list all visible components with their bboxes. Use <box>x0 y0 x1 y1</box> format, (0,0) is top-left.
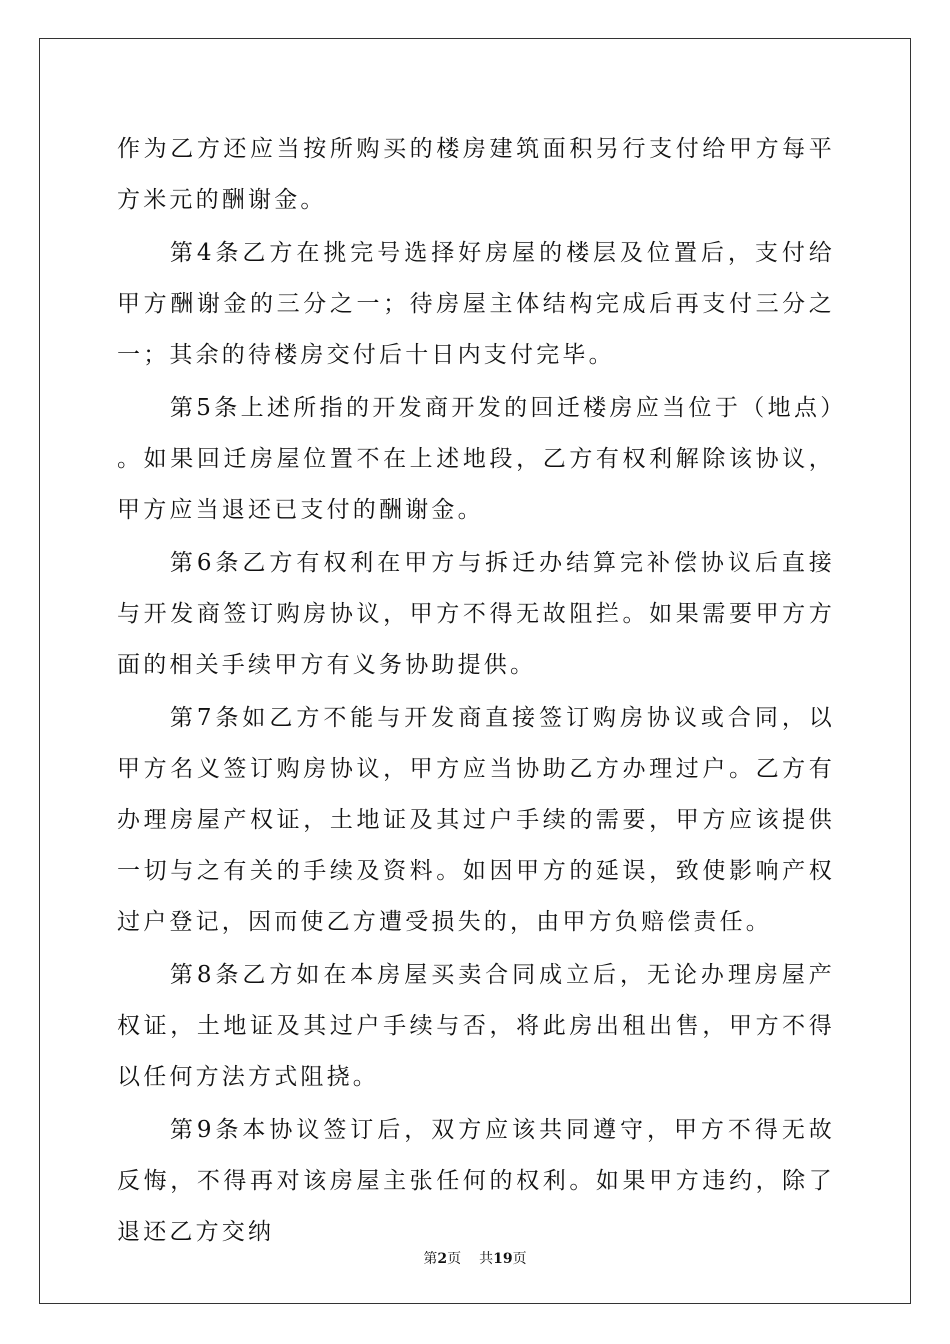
page-prefix: 第 <box>423 1251 438 1267</box>
total-pages: 19 <box>493 1251 513 1267</box>
paragraph-article-7: 第7条如乙方不能与开发商直接签订购房协议或合同，以甲方名义签订购房协议，甲方应当协助乙方办理过户。乙方有办理房屋产权证，土地证及其过户手续的需要，甲方应该提供一切与之有关的手续及资料。如因甲方的延误，致使影响产权过户登记，因而使乙方遭受损失的，由甲方负赔偿责任。 <box>117 705 835 935</box>
page-suffix: 页 <box>447 1251 462 1267</box>
paragraph-continued: 作为乙方还应当按所购买的楼房建筑面积另行支付给甲方每平方米元的酬谢金。 <box>117 136 835 213</box>
page-footer <box>0 1250 950 1268</box>
total-suffix: 页 <box>512 1251 527 1267</box>
paragraph-article-9: 第9条本协议签订后，双方应该共同遵守，甲方不得无故反悔，不得再对该房屋主张任何的权利。如果甲方违约，除了退还乙方交纳 <box>117 1117 835 1245</box>
paragraph-article-4: 第4条乙方在挑完号选择好房屋的楼层及位置后，支付给甲方酬谢金的三分之一；待房屋主体结构完成后再支付三分之一；其余的待楼房交付后十日内支付完毕。 <box>117 240 835 368</box>
paragraph-article-6: 第6条乙方有权利在甲方与拆迁办结算完补偿协议后直接与开发商签订购房协议，甲方不得无故阻拦。如果需要甲方方面的相关手续甲方有义务协助提供。 <box>117 550 835 678</box>
paragraph-article-8: 第8条乙方如在本房屋买卖合同成立后，无论办理房屋产权证，土地证及其过户手续与否，将此房出租出售，甲方不得以任何方法方式阻挠。 <box>117 962 835 1090</box>
page-number: 2 <box>437 1251 448 1267</box>
document-body <box>117 124 835 1258</box>
total-prefix: 共 <box>479 1251 494 1267</box>
paragraph-article-5: 第5条上述所指的开发商开发的回迁楼房应当位于（地点）。如果回迁房屋位置不在上述地段，乙方有权利解除该协议，甲方应当退还已支付的酬谢金。 <box>117 395 835 523</box>
